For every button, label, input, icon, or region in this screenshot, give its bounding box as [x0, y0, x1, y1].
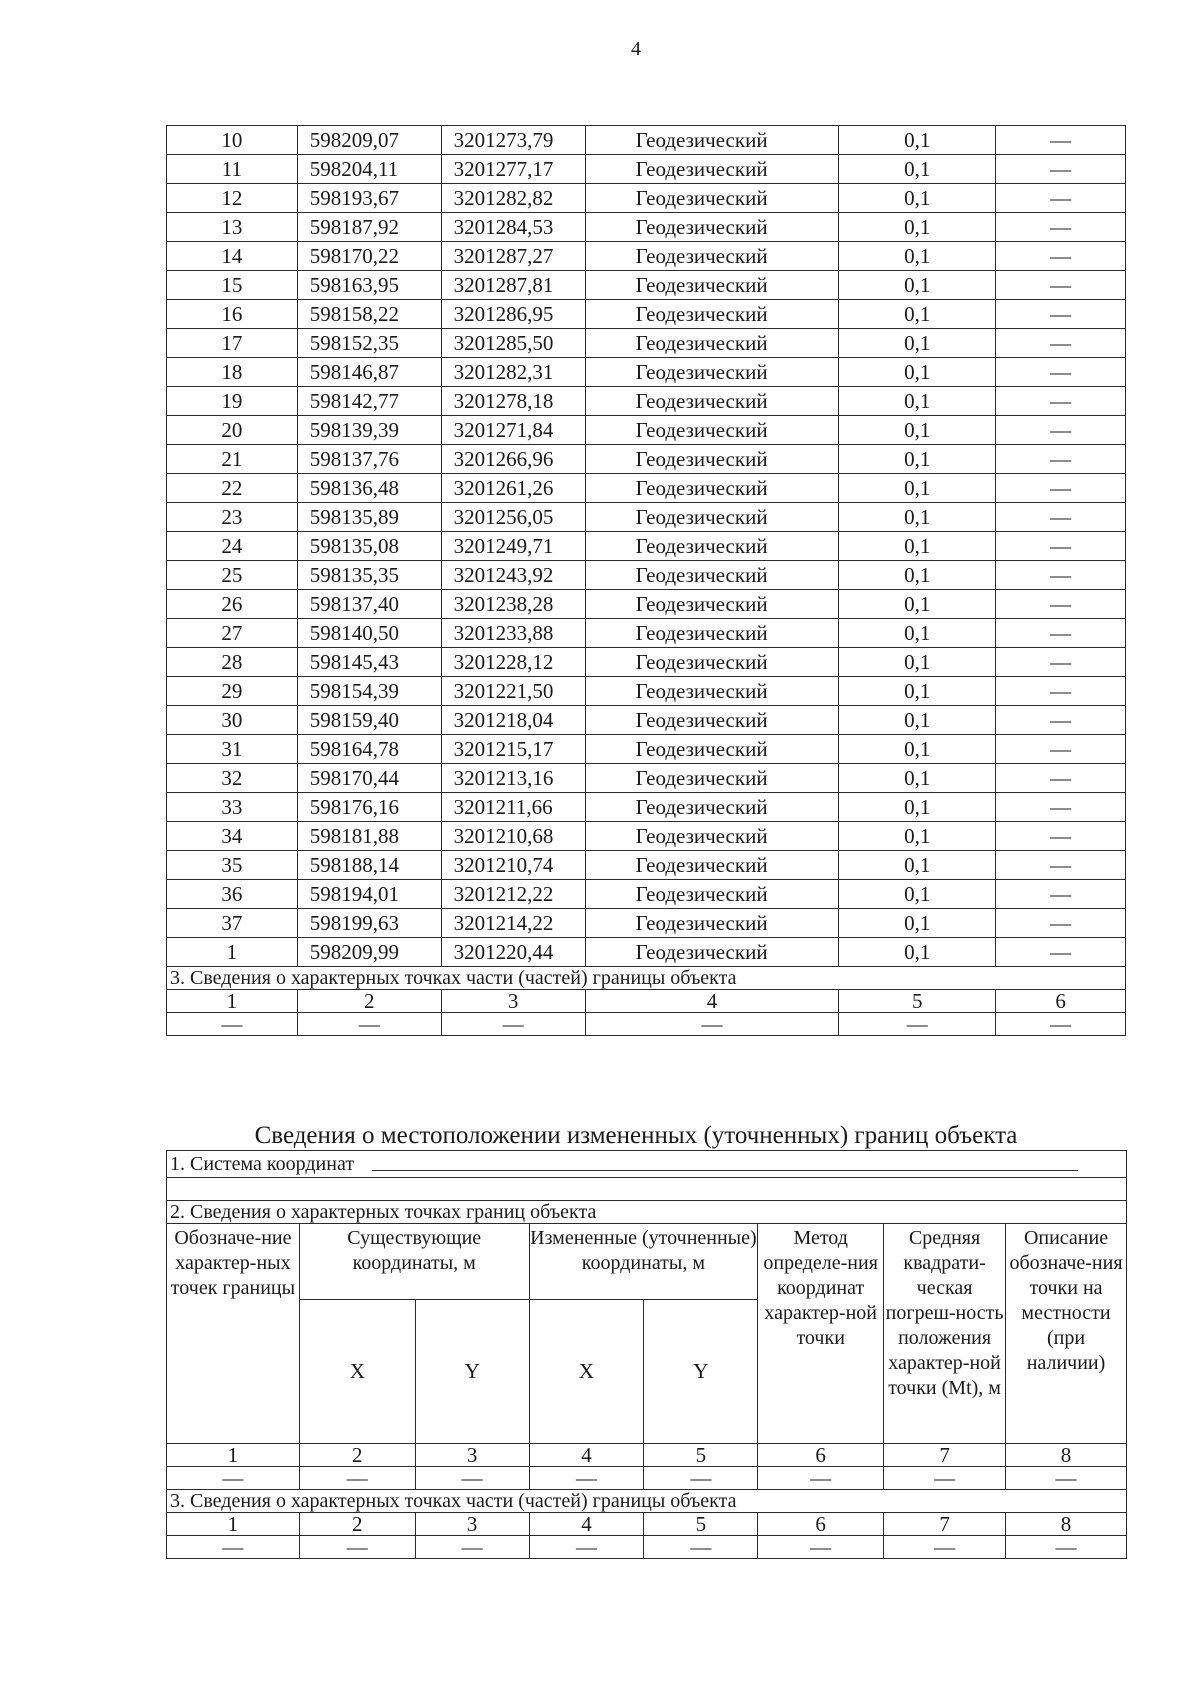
accuracy-mt: 0,1 — [839, 793, 996, 822]
point-number: 30 — [167, 706, 298, 735]
column-number: 5 — [644, 1444, 758, 1467]
point-description: — — [996, 851, 1126, 880]
table-row — [167, 445, 1126, 474]
empty-value: — — [167, 1536, 300, 1559]
empty-value: — — [415, 1467, 529, 1490]
coord-x: 598158,22 — [297, 300, 441, 329]
method: Геодезический — [585, 677, 839, 706]
table-row — [167, 474, 1126, 503]
column-number: 8 — [1006, 1444, 1127, 1467]
empty-value: — — [758, 1536, 884, 1559]
column-number: 5 — [644, 1513, 758, 1536]
method: Геодезический — [585, 271, 839, 300]
accuracy-mt: 0,1 — [839, 590, 996, 619]
point-number: 19 — [167, 387, 298, 416]
coord-y: 3201287,27 — [441, 242, 585, 271]
coord-y: 3201256,05 — [441, 503, 585, 532]
accuracy-mt: 0,1 — [839, 677, 996, 706]
header-existing-x: X — [299, 1300, 415, 1444]
column-number: 8 — [1006, 1513, 1127, 1536]
method: Геодезический — [585, 213, 839, 242]
point-description: — — [996, 590, 1126, 619]
coord-y: 3201214,22 — [441, 909, 585, 938]
empty-value: — — [1006, 1467, 1127, 1490]
coord-y: 3201282,82 — [441, 184, 585, 213]
coord-x: 598188,14 — [297, 851, 441, 880]
accuracy-mt: 0,1 — [839, 648, 996, 677]
coord-x: 598209,07 — [297, 126, 441, 155]
accuracy-mt: 0,1 — [839, 764, 996, 793]
empty-value: — — [585, 1013, 839, 1036]
empty-value: — — [884, 1536, 1006, 1559]
point-description: — — [996, 706, 1126, 735]
point-number: 31 — [167, 735, 298, 764]
column-number: 3 — [415, 1513, 529, 1536]
point-description: — — [996, 880, 1126, 909]
point-description: — — [996, 329, 1126, 358]
point-number: 36 — [167, 880, 298, 909]
method: Геодезический — [585, 155, 839, 184]
header-changed-x: X — [529, 1300, 644, 1444]
changed-boundaries-table — [166, 1150, 1127, 1559]
point-description: — — [996, 300, 1126, 329]
method: Геодезический — [585, 474, 839, 503]
table-row — [167, 880, 1126, 909]
method: Геодезический — [585, 764, 839, 793]
accuracy-mt: 0,1 — [839, 706, 996, 735]
point-number: 22 — [167, 474, 298, 503]
accuracy-mt: 0,1 — [839, 851, 996, 880]
table-row — [167, 793, 1126, 822]
column-number: 4 — [529, 1513, 644, 1536]
point-number: 34 — [167, 822, 298, 851]
empty-value: — — [529, 1536, 644, 1559]
point-number: 11 — [167, 155, 298, 184]
column-number: 3 — [415, 1444, 529, 1467]
coord-x: 598204,11 — [297, 155, 441, 184]
column-number: 4 — [529, 1444, 644, 1467]
boundary-points-table — [166, 125, 1126, 1036]
accuracy-mt: 0,1 — [839, 184, 996, 213]
accuracy-mt: 0,1 — [839, 880, 996, 909]
point-number: 28 — [167, 648, 298, 677]
empty-value: — — [644, 1536, 758, 1559]
column-number: 7 — [884, 1444, 1006, 1467]
table-row — [167, 532, 1126, 561]
accuracy-mt: 0,1 — [839, 329, 996, 358]
point-number: 37 — [167, 909, 298, 938]
empty-value: — — [884, 1467, 1006, 1490]
method: Геодезический — [585, 387, 839, 416]
column-number: 2 — [299, 1444, 415, 1467]
coord-system-row — [167, 1151, 1127, 1178]
coord-x: 598209,99 — [297, 938, 441, 967]
point-number: 27 — [167, 619, 298, 648]
coord-y: 3201243,92 — [441, 561, 585, 590]
header-changed-coords: Измененные (уточненные) координаты, м — [529, 1224, 758, 1300]
method: Геодезический — [585, 445, 839, 474]
method: Геодезический — [585, 648, 839, 677]
accuracy-mt: 0,1 — [839, 155, 996, 184]
point-number: 16 — [167, 300, 298, 329]
point-description: — — [996, 474, 1126, 503]
coord-y: 3201238,28 — [441, 590, 585, 619]
point-description: — — [996, 764, 1126, 793]
point-number: 15 — [167, 271, 298, 300]
column-number: 5 — [839, 990, 996, 1013]
point-description: — — [996, 213, 1126, 242]
coord-x: 598170,44 — [297, 764, 441, 793]
point-description: — — [996, 909, 1126, 938]
point-description: — — [996, 619, 1126, 648]
method: Геодезический — [585, 561, 839, 590]
coord-x: 598164,78 — [297, 735, 441, 764]
table-row — [167, 126, 1126, 155]
point-number: 21 — [167, 445, 298, 474]
coord-y: 3201233,88 — [441, 619, 585, 648]
coord-system-label: 1. Система координат — [170, 1153, 355, 1175]
table-row — [167, 416, 1126, 445]
point-number: 18 — [167, 358, 298, 387]
point-description: — — [996, 184, 1126, 213]
coord-y: 3201212,22 — [441, 880, 585, 909]
coord-x: 598137,76 — [297, 445, 441, 474]
empty-value: — — [529, 1467, 644, 1490]
table-row — [167, 503, 1126, 532]
table-row — [167, 851, 1126, 880]
point-description: — — [996, 445, 1126, 474]
empty-value: — — [1006, 1536, 1127, 1559]
coord-y: 3201210,74 — [441, 851, 585, 880]
coord-x: 598135,08 — [297, 532, 441, 561]
point-description: — — [996, 387, 1126, 416]
coord-y: 3201273,79 — [441, 126, 585, 155]
table-row — [167, 155, 1126, 184]
accuracy-mt: 0,1 — [839, 735, 996, 764]
point-number: 13 — [167, 213, 298, 242]
point-description: — — [996, 735, 1126, 764]
coord-y: 3201228,12 — [441, 648, 585, 677]
accuracy-mt: 0,1 — [839, 387, 996, 416]
coord-y: 3201278,18 — [441, 387, 585, 416]
table-row — [167, 706, 1126, 735]
coord-y: 3201266,96 — [441, 445, 585, 474]
point-description: — — [996, 938, 1126, 967]
method: Геодезический — [585, 416, 839, 445]
column-number: 2 — [299, 1513, 415, 1536]
coord-x: 598146,87 — [297, 358, 441, 387]
coord-y: 3201221,50 — [441, 677, 585, 706]
point-description: — — [996, 561, 1126, 590]
table-row — [167, 590, 1126, 619]
coord-x: 598137,40 — [297, 590, 441, 619]
accuracy-mt: 0,1 — [839, 822, 996, 851]
point-number: 17 — [167, 329, 298, 358]
coord-x: 598136,48 — [297, 474, 441, 503]
point-number: 24 — [167, 532, 298, 561]
accuracy-mt: 0,1 — [839, 532, 996, 561]
column-number: 4 — [585, 990, 839, 1013]
accuracy-mt: 0,1 — [839, 445, 996, 474]
table-row — [167, 213, 1126, 242]
coord-y: 3201215,17 — [441, 735, 585, 764]
coord-x: 598154,39 — [297, 677, 441, 706]
column-number: 6 — [758, 1444, 884, 1467]
accuracy-mt: 0,1 — [839, 474, 996, 503]
point-description: — — [996, 126, 1126, 155]
point-number: 33 — [167, 793, 298, 822]
column-number: 6 — [758, 1513, 884, 1536]
empty-value: — — [758, 1467, 884, 1490]
method: Геодезический — [585, 358, 839, 387]
coord-y: 3201211,66 — [441, 793, 585, 822]
point-number: 32 — [167, 764, 298, 793]
coord-y: 3201284,53 — [441, 213, 585, 242]
method: Геодезический — [585, 793, 839, 822]
point-number: 29 — [167, 677, 298, 706]
header-existing-y: Y — [415, 1300, 529, 1444]
header-changed-y: Y — [644, 1300, 758, 1444]
empty-value: — — [839, 1013, 996, 1036]
empty-value: — — [297, 1013, 441, 1036]
parts-section-title: 3. Сведения о характерных точках части (частей) границы объекта — [167, 1490, 1127, 1513]
method: Геодезический — [585, 300, 839, 329]
header-accuracy: Средняя квадрати-ческая погреш-ность положения характер-ной точки (Mt), м — [884, 1224, 1006, 1444]
method: Геодезический — [585, 938, 839, 967]
page-number: 4 — [631, 38, 641, 60]
table-row — [167, 764, 1126, 793]
accuracy-mt: 0,1 — [839, 213, 996, 242]
method: Геодезический — [585, 329, 839, 358]
header-description: Описание обозначе-ния точки на местности (при наличии) — [1006, 1224, 1127, 1444]
coord-y: 3201277,17 — [441, 155, 585, 184]
coord-x: 598142,77 — [297, 387, 441, 416]
coord-x: 598159,40 — [297, 706, 441, 735]
coord-x: 598135,35 — [297, 561, 441, 590]
coord-y: 3201218,04 — [441, 706, 585, 735]
table-row — [167, 184, 1126, 213]
coord-y: 3201261,26 — [441, 474, 585, 503]
method: Геодезический — [585, 242, 839, 271]
method: Геодезический — [585, 735, 839, 764]
method: Геодезический — [585, 822, 839, 851]
point-number: 14 — [167, 242, 298, 271]
accuracy-mt: 0,1 — [839, 938, 996, 967]
coord-x: 598145,43 — [297, 648, 441, 677]
point-description: — — [996, 503, 1126, 532]
coord-y: 3201213,16 — [441, 764, 585, 793]
method: Геодезический — [585, 706, 839, 735]
changed-boundaries-title: Сведения о местоположении измененных (уточненных) границ объекта — [254, 1122, 1018, 1149]
method: Геодезический — [585, 503, 839, 532]
column-number: 1 — [167, 990, 298, 1013]
point-description: — — [996, 271, 1126, 300]
blank-row — [167, 1178, 1127, 1201]
coord-y: 3201287,81 — [441, 271, 585, 300]
method: Геодезический — [585, 851, 839, 880]
accuracy-mt: 0,1 — [839, 300, 996, 329]
coord-x: 598135,89 — [297, 503, 441, 532]
coord-x: 598139,39 — [297, 416, 441, 445]
header-existing-coords: Существующие координаты, м — [299, 1224, 529, 1300]
point-number: 10 — [167, 126, 298, 155]
point-number: 25 — [167, 561, 298, 590]
point-description: — — [996, 416, 1126, 445]
empty-value: — — [441, 1013, 585, 1036]
point-number: 35 — [167, 851, 298, 880]
column-number: 1 — [167, 1444, 300, 1467]
point-description: — — [996, 358, 1126, 387]
empty-value: — — [167, 1013, 298, 1036]
method: Геодезический — [585, 184, 839, 213]
points-section-title: 2. Сведения о характерных точках границ объекта — [167, 1201, 1127, 1224]
accuracy-mt: 0,1 — [839, 619, 996, 648]
table-row — [167, 561, 1126, 590]
point-description: — — [996, 677, 1126, 706]
table-row — [167, 677, 1126, 706]
point-number: 12 — [167, 184, 298, 213]
column-number: 1 — [167, 1513, 300, 1536]
method: Геодезический — [585, 532, 839, 561]
coord-y: 3201210,68 — [441, 822, 585, 851]
table-row — [167, 329, 1126, 358]
table-row — [167, 271, 1126, 300]
empty-value: — — [299, 1536, 415, 1559]
column-number: 7 — [884, 1513, 1006, 1536]
point-description: — — [996, 242, 1126, 271]
accuracy-mt: 0,1 — [839, 271, 996, 300]
parts-section-title: 3. Сведения о характерных точках части (частей) границы объекта — [167, 967, 1126, 990]
coord-x: 598181,88 — [297, 822, 441, 851]
table-row — [167, 387, 1126, 416]
column-number: 2 — [297, 990, 441, 1013]
method: Геодезический — [585, 880, 839, 909]
column-number: 3 — [441, 990, 585, 1013]
coord-system-value-line — [372, 1160, 1078, 1171]
table-row — [167, 619, 1126, 648]
table-row — [167, 648, 1126, 677]
point-number: 20 — [167, 416, 298, 445]
coord-x: 598176,16 — [297, 793, 441, 822]
coord-x: 598140,50 — [297, 619, 441, 648]
coord-y: 3201249,71 — [441, 532, 585, 561]
header-method: Метод определе-ния координат характер-ной точки — [758, 1224, 884, 1444]
coord-x: 598193,67 — [297, 184, 441, 213]
empty-value: — — [644, 1467, 758, 1490]
coord-x: 598152,35 — [297, 329, 441, 358]
coord-x: 598194,01 — [297, 880, 441, 909]
method: Геодезический — [585, 909, 839, 938]
coord-x: 598199,63 — [297, 909, 441, 938]
accuracy-mt: 0,1 — [839, 358, 996, 387]
coord-x: 598170,22 — [297, 242, 441, 271]
coord-x: 598163,95 — [297, 271, 441, 300]
table-row — [167, 909, 1126, 938]
point-description: — — [996, 793, 1126, 822]
point-number: 1 — [167, 938, 298, 967]
coord-y: 3201285,50 — [441, 329, 585, 358]
empty-value: — — [996, 1013, 1126, 1036]
empty-value: — — [415, 1536, 529, 1559]
point-description: — — [996, 648, 1126, 677]
accuracy-mt: 0,1 — [839, 126, 996, 155]
point-description: — — [996, 532, 1126, 561]
coord-y: 3201282,31 — [441, 358, 585, 387]
table-row — [167, 242, 1126, 271]
point-number: 23 — [167, 503, 298, 532]
coord-y: 3201220,44 — [441, 938, 585, 967]
empty-value: — — [167, 1467, 300, 1490]
accuracy-mt: 0,1 — [839, 909, 996, 938]
accuracy-mt: 0,1 — [839, 416, 996, 445]
method: Геодезический — [585, 126, 839, 155]
accuracy-mt: 0,1 — [839, 503, 996, 532]
column-number: 6 — [996, 990, 1126, 1013]
table-row — [167, 300, 1126, 329]
table-row — [167, 822, 1126, 851]
accuracy-mt: 0,1 — [839, 561, 996, 590]
table-row — [167, 358, 1126, 387]
empty-value: — — [299, 1467, 415, 1490]
method: Геодезический — [585, 619, 839, 648]
table-row — [167, 938, 1126, 967]
header-designation: Обозначе-ние характер-ных точек границы — [167, 1224, 300, 1444]
table-row — [167, 735, 1126, 764]
coord-x: 598187,92 — [297, 213, 441, 242]
accuracy-mt: 0,1 — [839, 242, 996, 271]
method: Геодезический — [585, 590, 839, 619]
coord-y: 3201271,84 — [441, 416, 585, 445]
coord-y: 3201286,95 — [441, 300, 585, 329]
point-number: 26 — [167, 590, 298, 619]
point-description: — — [996, 155, 1126, 184]
point-description: — — [996, 822, 1126, 851]
